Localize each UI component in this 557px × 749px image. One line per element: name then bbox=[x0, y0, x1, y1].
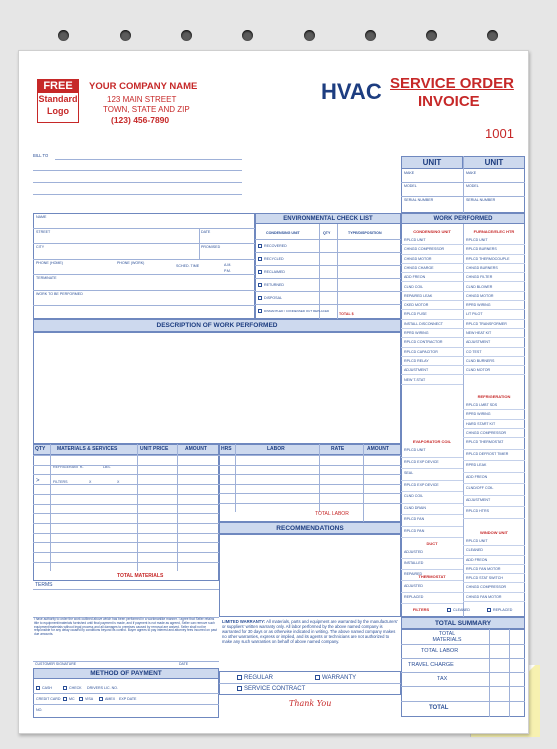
grid-line bbox=[255, 252, 401, 253]
env-col-qty: QTY bbox=[323, 231, 331, 235]
work-item: RPLCD FAN bbox=[401, 515, 463, 527]
grid-line bbox=[401, 686, 525, 687]
work-item: ADJUSTMENT bbox=[463, 496, 525, 508]
logo-standard: Standard bbox=[38, 94, 78, 104]
date-label: DATE bbox=[201, 230, 211, 234]
grid-line bbox=[33, 533, 219, 534]
terms-label: TERMS bbox=[35, 582, 53, 588]
grid-line bbox=[33, 552, 219, 553]
grid-line bbox=[219, 493, 401, 494]
bill-to-line bbox=[33, 182, 242, 183]
work-item: RPLCD TRANSFORMER bbox=[463, 320, 525, 329]
bill-to-line bbox=[33, 170, 242, 171]
env-row-label: RECLAIMED bbox=[264, 270, 285, 274]
work-item: CKED MOTOR bbox=[401, 301, 463, 310]
work-item: RPLCD THERMOSTAT bbox=[463, 438, 525, 450]
materials-amount: AMOUNT bbox=[185, 446, 207, 452]
free-logo bbox=[37, 79, 79, 123]
thank-you: Thank You bbox=[289, 699, 332, 708]
filters-cleaned[interactable] bbox=[447, 608, 470, 612]
description-box bbox=[33, 332, 401, 444]
thermostat-header: THERMOSTAT bbox=[418, 574, 446, 579]
condensing-unit-header: CONDENSING UNIT bbox=[413, 229, 451, 234]
grid-line bbox=[33, 504, 219, 505]
filters-x: X bbox=[89, 480, 92, 484]
grid-line bbox=[33, 542, 219, 543]
checkbox[interactable] bbox=[36, 686, 40, 690]
work-item: REPAIRED bbox=[401, 570, 463, 581]
checkbox[interactable] bbox=[315, 675, 320, 680]
grid-line bbox=[33, 455, 219, 456]
phone-work-label: PHONE (WORK) bbox=[117, 261, 145, 265]
work-item: CLND DRAIN bbox=[401, 504, 463, 516]
work-item: CHNGD FAN MOTOR bbox=[463, 593, 525, 602]
grid-line bbox=[33, 562, 219, 563]
payment-drivers: DRIVERS LIC. NO. bbox=[87, 686, 118, 690]
checkbox[interactable] bbox=[258, 270, 262, 274]
work-item: REPLACED bbox=[401, 593, 463, 604]
grid-line bbox=[255, 265, 401, 266]
work-performed-title: WORK PERFORMED bbox=[433, 216, 493, 222]
punch-hole bbox=[120, 30, 131, 41]
labor-amount: AMOUNT bbox=[367, 446, 389, 452]
grid-line bbox=[401, 672, 525, 673]
work-item: HARD START KIT bbox=[463, 420, 525, 429]
env-row[interactable] bbox=[258, 309, 329, 313]
title-service-order: SERVICE ORDER bbox=[390, 75, 514, 92]
lbs-label: LBS. bbox=[103, 465, 111, 469]
work-item: ADJUSTED bbox=[401, 548, 463, 559]
work-item: RPLCD BURNERS bbox=[463, 245, 525, 254]
env-row[interactable] bbox=[258, 244, 287, 248]
total-labor-label: TOTAL LABOR bbox=[421, 648, 459, 654]
checkbox[interactable] bbox=[237, 675, 242, 680]
grid-line bbox=[219, 503, 401, 504]
unit-header bbox=[463, 156, 525, 169]
grid-line bbox=[33, 513, 219, 514]
filters-replaced[interactable] bbox=[487, 608, 512, 612]
grid-line bbox=[33, 484, 219, 485]
name-label: NAME bbox=[36, 215, 47, 219]
work-item: RPRD WIRING bbox=[463, 301, 525, 310]
bill-to-line bbox=[55, 159, 242, 160]
env-row-label: DISMANTLED / CONDENSED OUT REPLACED bbox=[264, 309, 330, 313]
grid-line bbox=[219, 484, 401, 485]
warranty-title: LIMITED WARRANTY: bbox=[222, 619, 266, 624]
recommendations-header bbox=[219, 522, 401, 534]
authorization-text: I have authority to order the work outlined above which has been performed in a workmanlike manner. I agree that Seller retains title to equipment/materials furnished until final payment is made, and if payment is not made as agreed, Seller can remove such equipment/materials without legal process and all damages to premises caused by removal are waived. Seller shall not be responsible for any delay caused by conditions beyond its control. Buyer agrees to pay interest and attorney fees incurred on past due amounts. bbox=[34, 617, 217, 637]
tax-label: TAX bbox=[437, 676, 448, 682]
payment-visa[interactable] bbox=[79, 697, 93, 701]
street-label: STREET bbox=[36, 230, 51, 234]
grid-line bbox=[33, 494, 219, 495]
work-item: RPLCD THERMOCOUPLE bbox=[463, 255, 525, 264]
logo-free: FREE bbox=[38, 80, 78, 93]
bill-to-label: BILL TO bbox=[33, 153, 49, 158]
work-item: CHNGD FILTER bbox=[463, 273, 525, 282]
grid-line bbox=[33, 305, 255, 306]
grid-line bbox=[255, 291, 401, 292]
env-col-type: TYPE/DISPOSITION bbox=[348, 231, 382, 235]
work-performed-header bbox=[401, 213, 525, 224]
work-item: ADD FREON bbox=[463, 556, 525, 565]
work-item: RPLCD FAN MOTOR bbox=[463, 565, 525, 574]
checkbox[interactable] bbox=[99, 697, 103, 701]
title-hvac: HVAC bbox=[321, 79, 382, 104]
total-summary-title: TOTAL SUMMARY bbox=[434, 620, 492, 627]
total-labor: TOTAL LABOR bbox=[315, 511, 349, 517]
work-item: CHNGD MOTOR bbox=[401, 255, 463, 264]
work-item: RPLCD LMBT SDS bbox=[463, 401, 525, 410]
total-materials-label: TOTAL MATERIALS bbox=[432, 631, 462, 643]
env-row-label: RECYCLED bbox=[264, 257, 284, 261]
work-item: CHNGD COMPRESSOR bbox=[401, 245, 463, 254]
work-item: RPLCD UNIT bbox=[401, 446, 463, 458]
env-row-label: DISPOSAL bbox=[264, 296, 282, 300]
phone-home-label: PHONE (HOME) bbox=[36, 261, 63, 265]
checkbox[interactable] bbox=[487, 608, 491, 612]
work-item: CLND BLOWER bbox=[463, 283, 525, 292]
contract-service-label: SERVICE CONTRACT bbox=[244, 686, 306, 693]
punch-hole bbox=[242, 30, 253, 41]
grid-line bbox=[219, 683, 401, 684]
payment-mc[interactable] bbox=[63, 697, 75, 701]
pm-label: P.M. bbox=[224, 269, 231, 273]
work-to-be-performed-label: WORK TO BE PERFORMED bbox=[36, 292, 83, 296]
city-label: CITY bbox=[36, 245, 45, 249]
work-item: ADJUSTMENT bbox=[463, 338, 525, 347]
grid-line bbox=[33, 523, 219, 524]
payment-check-label: CHECK bbox=[69, 686, 82, 690]
work-item: RPLCD FUSE bbox=[401, 310, 463, 319]
work-item: RPLCD STAT SWITCH bbox=[463, 574, 525, 583]
total-label: TOTAL bbox=[429, 705, 449, 711]
work-item: CO TEST bbox=[463, 348, 525, 357]
work-item: CLND/OFF COIL bbox=[463, 484, 525, 496]
work-item: CLND COIL bbox=[401, 492, 463, 504]
env-header bbox=[255, 213, 401, 224]
checkbox[interactable] bbox=[447, 608, 451, 612]
punch-hole bbox=[181, 30, 192, 41]
work-item: ADJUSTED bbox=[401, 582, 463, 593]
grid-line bbox=[401, 658, 525, 659]
work-item: LIT PILOT bbox=[463, 310, 525, 319]
window-unit-header: WINDOW UNIT bbox=[480, 530, 508, 535]
materials-unit-price: UNIT PRICE bbox=[140, 446, 169, 452]
filters-cleaned-label: CLEANED bbox=[453, 608, 470, 612]
company-phone: (123) 456-7890 bbox=[111, 115, 170, 125]
payment-cash-label: CASH bbox=[42, 686, 52, 690]
contract-warranty[interactable] bbox=[315, 675, 356, 681]
unit-model: MODEL bbox=[404, 184, 417, 188]
work-item: CLND COIL bbox=[401, 283, 463, 292]
checkbox[interactable] bbox=[258, 296, 262, 300]
filters-label: FILTERS bbox=[53, 480, 68, 484]
refrigeration-header: REFRIGERATION bbox=[477, 394, 511, 399]
payment-credit: CREDIT CARD bbox=[36, 697, 61, 701]
recommendations-title: RECOMMENDATIONS bbox=[276, 525, 344, 532]
punch-hole bbox=[426, 30, 437, 41]
payment-card-no: NO. bbox=[36, 708, 43, 712]
env-row[interactable] bbox=[258, 296, 282, 300]
invoice-form bbox=[18, 50, 529, 734]
payment-header bbox=[33, 668, 219, 679]
grid-line bbox=[401, 701, 525, 702]
work-item: RPLCD UNIT bbox=[401, 236, 463, 245]
furnace-header: FURNACE/ELEC HTR bbox=[473, 229, 515, 234]
grid-line bbox=[255, 278, 401, 279]
grid-line bbox=[255, 304, 401, 305]
materials-qty-header: QTY bbox=[35, 446, 46, 452]
punch-hole bbox=[365, 30, 376, 41]
grid-line bbox=[509, 629, 510, 717]
terms-label: TERMINATE bbox=[36, 276, 57, 280]
am-label: A.M. bbox=[224, 263, 232, 267]
company-name: YOUR COMPANY NAME bbox=[89, 81, 198, 92]
duct-header: DUCT bbox=[426, 541, 438, 546]
filters-replaced-label: REPLACED bbox=[493, 608, 513, 612]
checkbox[interactable] bbox=[237, 686, 242, 691]
grid-line bbox=[463, 156, 464, 213]
checkbox[interactable] bbox=[258, 244, 262, 248]
env-row-label: RECOVERED bbox=[264, 244, 287, 248]
work-item: NEW HEAT KIT bbox=[463, 329, 525, 338]
grid-line bbox=[33, 274, 255, 275]
work-item: RPLCD CAPACITOR bbox=[401, 348, 463, 357]
work-item: REPAIRED LEAK bbox=[401, 292, 463, 301]
checkbox[interactable] bbox=[63, 697, 67, 701]
total-summary-header bbox=[401, 617, 525, 629]
signature-date-label: DATE bbox=[179, 662, 189, 666]
refrigerant-label: REFRIGERANT R- bbox=[53, 465, 84, 469]
customer-signature-label: CUSTOMER SIGNATURE bbox=[35, 662, 77, 666]
checkbox[interactable] bbox=[258, 309, 262, 313]
sched-time-label: SCHED. TIME bbox=[176, 264, 200, 268]
punch-hole bbox=[58, 30, 69, 41]
env-row[interactable] bbox=[258, 270, 285, 274]
company-street: 123 MAIN STREET bbox=[107, 95, 177, 104]
unit-model: MODEL bbox=[466, 184, 479, 188]
total-materials: TOTAL MATERIALS bbox=[117, 573, 164, 579]
logo-text: Logo bbox=[47, 106, 69, 116]
unit-make: MAKE bbox=[466, 171, 477, 175]
payment-mc-label: MC bbox=[69, 697, 75, 701]
payment-check[interactable] bbox=[63, 686, 82, 690]
contract-warranty-label: WARRANTY bbox=[322, 675, 357, 682]
work-item: CHNGD MOTOR bbox=[463, 292, 525, 301]
labor-rate: RATE bbox=[331, 446, 345, 452]
company-city: TOWN, STATE AND ZIP bbox=[103, 105, 190, 114]
grid-line bbox=[33, 704, 219, 705]
payment-amex-label: AMEX bbox=[105, 697, 116, 701]
warranty-body: All materials, parts and equipment are warranted by the manufacturers' or suppliers' written warranty only. All labor performed by the above named company is warranted for 30 days or as otherwise indicated in writing. The above named company makes no other warranties, express or implied, and its agents or technicians are not authorized to make any such warranties on behalf of above named company. bbox=[222, 619, 398, 645]
payment-cash[interactable] bbox=[36, 686, 52, 690]
grid-line bbox=[489, 629, 490, 717]
unit-serial: SERIAL NUMBER bbox=[404, 198, 434, 202]
work-item: ADD FREON bbox=[401, 273, 463, 282]
work-item: RPLCD UNIT bbox=[463, 236, 525, 245]
arrow-icon: > bbox=[36, 478, 40, 484]
env-total: TOTAL $ bbox=[339, 312, 354, 316]
grid-line bbox=[33, 465, 219, 466]
filters-header: FILTERS bbox=[412, 607, 430, 612]
work-item: SEAL bbox=[401, 469, 463, 481]
unit-header-text: UNIT bbox=[422, 158, 442, 167]
work-item: ADD FREON bbox=[463, 473, 525, 485]
grid-line bbox=[33, 693, 219, 694]
checkbox[interactable] bbox=[63, 686, 67, 690]
description-title: DESCRIPTION OF WORK PERFORMED bbox=[156, 322, 278, 329]
invoice-number: 1001 bbox=[485, 126, 514, 141]
env-row[interactable] bbox=[258, 283, 284, 287]
materials-title: MATERIALS & SERVICES bbox=[57, 446, 118, 452]
work-item: CLND MOTOR bbox=[463, 366, 525, 375]
env-title: ENVIRONMENTAL CHECK LIST bbox=[283, 216, 373, 222]
grid-line bbox=[33, 290, 255, 291]
work-item: RPRD WIRING bbox=[463, 410, 525, 419]
payment-exp: EXP DATE bbox=[119, 697, 137, 701]
work-item: CHNGD CHARGE bbox=[401, 264, 463, 273]
grid-line bbox=[33, 243, 255, 244]
filters-x: X bbox=[117, 480, 120, 484]
contract-service[interactable] bbox=[237, 686, 305, 692]
checkbox[interactable] bbox=[258, 283, 262, 287]
work-item: RPRD WIRING bbox=[401, 329, 463, 338]
env-col-condensing: CONDENSING UNIT bbox=[266, 231, 300, 235]
payment-title: METHOD OF PAYMENT bbox=[90, 670, 162, 677]
work-item: RPRD LEAK bbox=[463, 461, 525, 473]
grid-line bbox=[33, 259, 255, 260]
checkbox[interactable] bbox=[79, 697, 83, 701]
contract-regular[interactable] bbox=[237, 675, 273, 681]
travel-charge-label: TRAVEL CHARGE bbox=[408, 662, 454, 668]
work-item: RPLCD UNIT bbox=[463, 537, 525, 546]
work-item: RPLCD EXP DEVICE bbox=[401, 481, 463, 493]
labor-title: LABOR bbox=[267, 446, 285, 452]
grid-line bbox=[199, 228, 200, 259]
work-item: CHNGD COMPRESSOR bbox=[463, 429, 525, 438]
description-header bbox=[33, 319, 401, 332]
unit-header bbox=[401, 156, 463, 169]
work-item: RPLCD HTRS bbox=[463, 507, 525, 519]
grid-line bbox=[219, 455, 401, 456]
punch-hole bbox=[487, 30, 498, 41]
work-item: CLND BURNERS bbox=[463, 357, 525, 366]
contract-regular-label: REGULAR bbox=[244, 675, 274, 682]
work-item: CHNGD BURNERS bbox=[463, 264, 525, 273]
work-item: CHNGD COMPRESSOR bbox=[463, 583, 525, 592]
work-item: RPLCD DEFROST TIMER bbox=[463, 450, 525, 462]
work-item: NEW T-STAT bbox=[401, 376, 463, 385]
grid-line bbox=[33, 474, 219, 475]
work-item: CLEANED bbox=[463, 546, 525, 555]
work-item: INSTALLED bbox=[401, 559, 463, 570]
grid-line bbox=[33, 589, 219, 590]
env-row-label: RETURNED bbox=[264, 283, 284, 287]
grid-line bbox=[219, 474, 401, 475]
work-item: RPLCD EXP DEVICE bbox=[401, 458, 463, 470]
evaporator-header: EVAPORATOR COIL bbox=[412, 439, 452, 444]
grid-line bbox=[401, 644, 525, 645]
checkbox[interactable] bbox=[258, 257, 262, 261]
work-item: RPLCD RELAY bbox=[401, 357, 463, 366]
payment-amex[interactable] bbox=[99, 697, 115, 701]
grid-line bbox=[255, 239, 401, 240]
work-item: RPLCD PAN bbox=[401, 527, 463, 539]
unit-make: MAKE bbox=[404, 171, 415, 175]
work-item: INSTALL DISCONNECT bbox=[401, 320, 463, 329]
work-item: RPLCD CONTRACTOR bbox=[401, 338, 463, 347]
labor-hrs-header: HRS bbox=[221, 446, 232, 452]
env-row[interactable] bbox=[258, 257, 284, 261]
grid-line bbox=[33, 228, 255, 229]
payment-visa-label: VISA bbox=[85, 697, 94, 701]
unit-header-text: UNIT bbox=[484, 158, 504, 167]
unit-serial: SERIAL NUMBER bbox=[466, 198, 496, 202]
grid-line bbox=[219, 465, 401, 466]
bill-to-line bbox=[33, 194, 242, 195]
promised-label: PROMISED bbox=[201, 245, 221, 249]
warranty-text bbox=[222, 619, 399, 644]
title-invoice: INVOICE bbox=[418, 93, 480, 110]
recommendations-box bbox=[219, 534, 401, 617]
work-item: ADJUSTMENT bbox=[401, 366, 463, 375]
punch-hole bbox=[304, 30, 315, 41]
